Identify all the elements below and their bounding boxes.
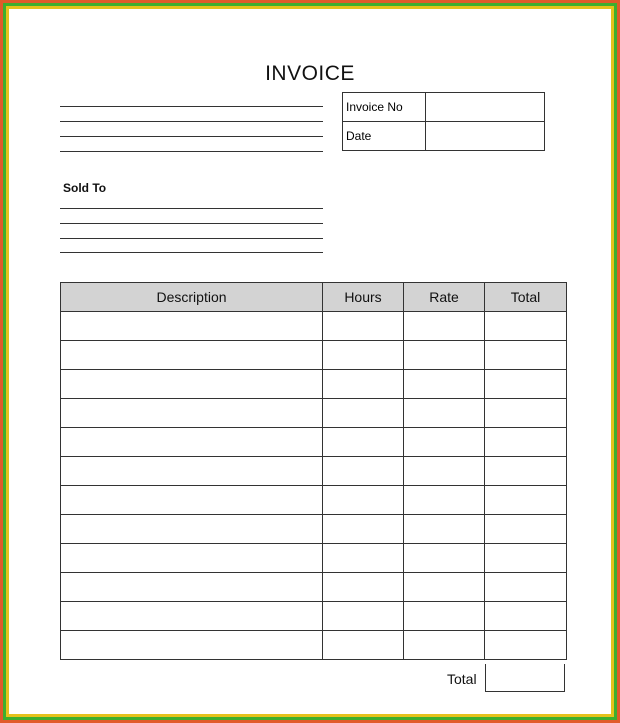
header-hours: Hours: [323, 283, 404, 312]
total-cell[interactable]: [485, 486, 567, 515]
header-rate: Rate: [404, 283, 485, 312]
total-cell[interactable]: [485, 312, 567, 341]
table-header-row: [61, 283, 567, 312]
address-line[interactable]: [60, 136, 323, 137]
description-cell[interactable]: [61, 486, 323, 515]
hours-cell[interactable]: [323, 312, 404, 341]
rate-cell[interactable]: [404, 486, 485, 515]
description-cell[interactable]: [61, 544, 323, 573]
description-cell[interactable]: [61, 428, 323, 457]
invoice-no-field[interactable]: [426, 93, 545, 122]
hours-cell[interactable]: [323, 602, 404, 631]
description-cell[interactable]: [61, 370, 323, 399]
line-items-table: [60, 282, 567, 660]
total-cell[interactable]: [485, 515, 567, 544]
total-cell[interactable]: [485, 428, 567, 457]
table-row: [61, 631, 567, 660]
rate-cell[interactable]: [404, 602, 485, 631]
rate-cell[interactable]: [404, 312, 485, 341]
sold-to-line[interactable]: [60, 223, 323, 224]
address-line[interactable]: [60, 151, 323, 152]
table-row: [61, 573, 567, 602]
description-cell[interactable]: [61, 341, 323, 370]
rate-cell[interactable]: [404, 341, 485, 370]
sold-to-line[interactable]: [60, 238, 323, 239]
grand-total-field[interactable]: [485, 664, 565, 692]
table-row: [61, 428, 567, 457]
hours-cell[interactable]: [323, 515, 404, 544]
table-row: [61, 341, 567, 370]
rate-cell[interactable]: [404, 399, 485, 428]
hours-cell[interactable]: [323, 573, 404, 602]
address-line[interactable]: [60, 106, 323, 107]
table-row: [61, 486, 567, 515]
hours-cell[interactable]: [323, 486, 404, 515]
table-row: [61, 544, 567, 573]
total-cell[interactable]: [485, 573, 567, 602]
table-row: [61, 399, 567, 428]
date-label: Date: [343, 122, 426, 151]
sold-to-label: Sold To: [63, 181, 107, 195]
table-row: [61, 602, 567, 631]
total-cell[interactable]: [485, 602, 567, 631]
invoice-meta-table: [342, 92, 545, 151]
total-cell[interactable]: [485, 341, 567, 370]
invoice-no-label: Invoice No: [343, 93, 426, 122]
description-cell[interactable]: [61, 515, 323, 544]
total-cell[interactable]: [485, 399, 567, 428]
total-cell[interactable]: [485, 457, 567, 486]
total-cell[interactable]: [485, 370, 567, 399]
table-row: [61, 370, 567, 399]
invoice-title: INVOICE: [265, 62, 355, 85]
description-cell[interactable]: [61, 602, 323, 631]
hours-cell[interactable]: [323, 370, 404, 399]
address-line[interactable]: [60, 121, 323, 122]
description-cell[interactable]: [61, 573, 323, 602]
table-row: [61, 515, 567, 544]
invoice-page: [9, 9, 611, 714]
rate-cell[interactable]: [404, 573, 485, 602]
hours-cell[interactable]: [323, 399, 404, 428]
header-description: Description: [61, 283, 323, 312]
description-cell[interactable]: [61, 399, 323, 428]
total-cell[interactable]: [485, 544, 567, 573]
grand-total-label: Total: [447, 671, 477, 687]
hours-cell[interactable]: [323, 428, 404, 457]
hours-cell[interactable]: [323, 341, 404, 370]
rate-cell[interactable]: [404, 428, 485, 457]
total-cell[interactable]: [485, 631, 567, 660]
header-total: Total: [485, 283, 567, 312]
rate-cell[interactable]: [404, 631, 485, 660]
hours-cell[interactable]: [323, 544, 404, 573]
rate-cell[interactable]: [404, 457, 485, 486]
rate-cell[interactable]: [404, 544, 485, 573]
hours-cell[interactable]: [323, 631, 404, 660]
rate-cell[interactable]: [404, 370, 485, 399]
table-row: [61, 312, 567, 341]
sold-to-line[interactable]: [60, 252, 323, 253]
description-cell[interactable]: [61, 312, 323, 341]
date-field[interactable]: [426, 122, 545, 151]
table-row: [61, 457, 567, 486]
sold-to-line[interactable]: [60, 208, 323, 209]
description-cell[interactable]: [61, 631, 323, 660]
hours-cell[interactable]: [323, 457, 404, 486]
rate-cell[interactable]: [404, 515, 485, 544]
description-cell[interactable]: [61, 457, 323, 486]
